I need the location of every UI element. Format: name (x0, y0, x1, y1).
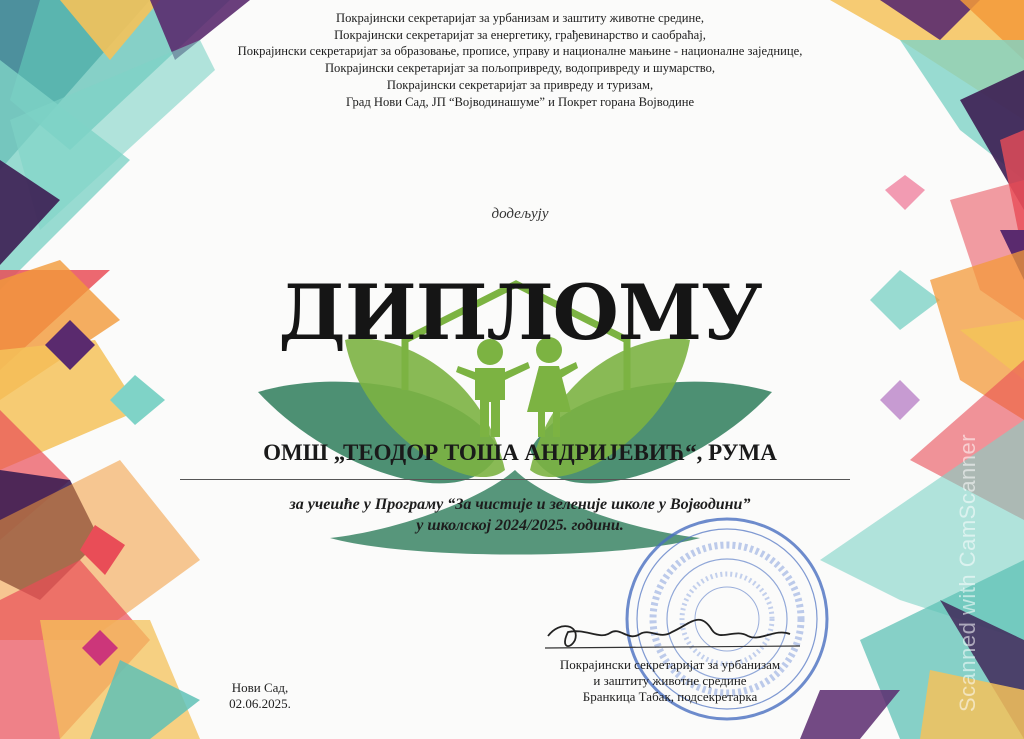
signatory-block (520, 657, 820, 705)
description-line-1: за учешће у Програму “За чистије и зеленије школе у Војводини” (289, 496, 751, 513)
place-and-date (215, 680, 305, 712)
issuer-line: Покрајински секретаријат за образовање, прописе, управу и националне мањине - националне заједнице, (237, 44, 803, 59)
issuer-line: Град Нови Сад, ЈП “Војводинашуме” и Покрет горана Војводине (345, 94, 695, 109)
issuer-line: Покрајински секретаријат за пољопривреду, водопривреду и шумарство, (324, 61, 716, 76)
scanner-watermark: Scanned with CamScanner (955, 433, 980, 712)
description-line-2: у школској 2024/2025. години. (416, 517, 624, 534)
diploma-title: ДИПЛОМУ (278, 268, 762, 357)
date: 02.06.2025. (229, 696, 291, 711)
signatory-line-3: Бранкица Табак, подсекретарка (582, 689, 758, 704)
issuer-line: Покрајински секретаријат за енергетику, грађевинарство и саобраћај, (334, 27, 706, 42)
issuer-line: Покрајински секретаријат за привреду и туризам, (386, 77, 654, 92)
signatory-line-1: Покрајински секретаријат за урбанизам (559, 657, 781, 672)
awards-verb: додељују (491, 206, 549, 222)
issuer-line: Покрајински секретаријат за урбанизам и заштиту животне средине, (336, 11, 704, 25)
recipient-name: ОМШ „ТЕОДОР ТОША АНДРИЈЕВИЋ“, РУМА (263, 440, 777, 465)
signatory-line-2: и заштиту животне средине (593, 673, 747, 688)
place: Нови Сад, (231, 680, 289, 695)
